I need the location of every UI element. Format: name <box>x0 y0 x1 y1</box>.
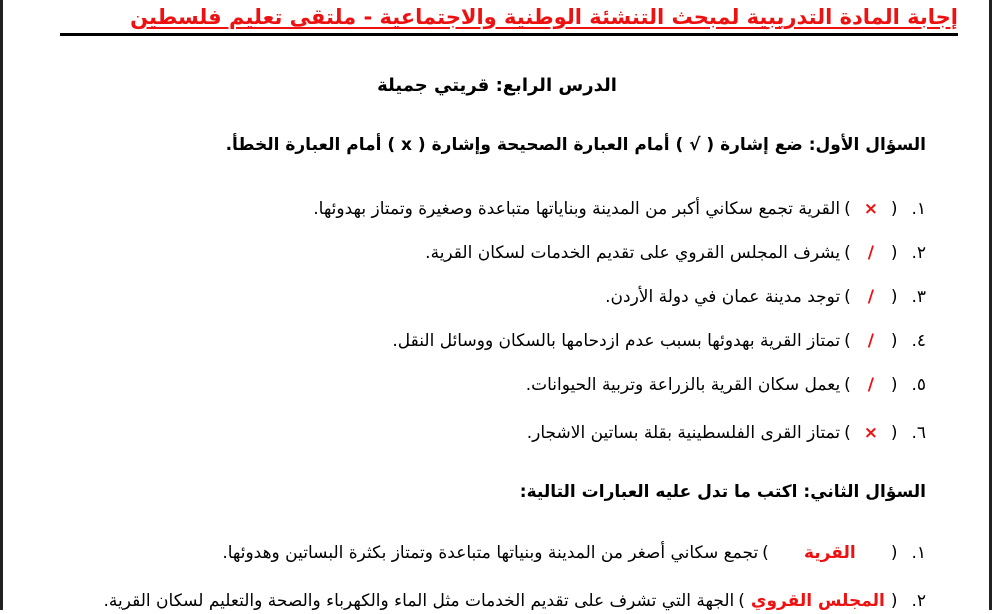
close-paren: ) <box>844 331 851 351</box>
q2-item-2 <box>104 588 926 614</box>
q1-item-6 <box>527 420 926 446</box>
statement-text: القرية تجمع سكاني أكبر من المدينة وبناياتها متباعدة وصغيرة وتمتاز بهدوئها. <box>313 199 841 219</box>
q2-item-1 <box>222 540 926 566</box>
open-paren: ( <box>890 199 898 219</box>
answer-mark: / <box>867 243 874 263</box>
statement-text: تمتاز القرية بهدوئها بسبب عدم ازدحامها بالسكان ووسائل النقل. <box>392 331 841 351</box>
answer-term: القرية <box>803 543 856 563</box>
q1-item-3 <box>605 284 926 310</box>
item-number: ١. <box>911 543 926 563</box>
q1-item-2 <box>425 240 926 266</box>
open-paren: ( <box>890 591 898 611</box>
open-paren: ( <box>890 287 898 307</box>
answer-mark: × <box>863 199 878 219</box>
item-number: ٢. <box>911 591 926 611</box>
banner-divider <box>60 33 958 36</box>
statement-text: يعمل سكان القرية بالزراعة وتربية الحيوانات. <box>525 375 841 395</box>
answer-mark: / <box>867 331 874 351</box>
close-paren: ) <box>844 375 851 395</box>
statement-text: توجد مدينة عمان في دولة الأردن. <box>605 287 841 307</box>
item-number: ٤. <box>911 331 926 351</box>
open-paren: ( <box>890 423 898 443</box>
answer-mark: × <box>863 423 878 443</box>
item-number: ٥. <box>911 375 926 395</box>
statement-text: يشرف المجلس القروي على تقديم الخدمات لسكان القرية. <box>425 243 841 263</box>
close-paren: ) <box>844 423 851 443</box>
q1-item-1 <box>313 196 926 222</box>
item-number: ١. <box>911 199 926 219</box>
open-paren: ( <box>890 243 898 263</box>
close-paren: ) <box>844 287 851 307</box>
banner-title: إجابة المادة التدريبية لمبحث التنشئة الوطنية والاجتماعية - ملتقى تعليم فلسطين <box>130 5 958 29</box>
question1-heading: السؤال الأول: ضع إشارة ( √ ) أمام العبارة الصحيحة وإشارة ( x ) أمام العبارة الخطأ. <box>225 135 926 155</box>
q1-item-4 <box>392 328 926 354</box>
lesson-title: الدرس الرابع: قريتي جميلة <box>377 75 617 96</box>
question2-heading: السؤال الثاني: اكتب ما تدل عليه العبارات التالية: <box>519 482 926 502</box>
open-paren: ( <box>890 331 898 351</box>
item-number: ٣. <box>911 287 926 307</box>
answer-term: المجلس القروي <box>750 591 885 611</box>
answer-mark: / <box>867 287 874 307</box>
answer-mark: / <box>867 375 874 395</box>
item-number: ٦. <box>911 423 926 443</box>
open-paren: ( <box>890 543 898 563</box>
close-paren: ) <box>844 199 851 219</box>
definition-text: تجمع سكاني أصغر من المدينة وبنياتها متباعدة وتمتاز بكثرة البساتين وهدوئها. <box>222 543 759 563</box>
statement-text: تمتاز القرى الفلسطينية بقلة بساتين الاشجار. <box>526 423 841 443</box>
item-number: ٢. <box>911 243 926 263</box>
close-paren: ) <box>844 243 851 263</box>
q1-item-5 <box>526 372 926 398</box>
close-paren: ) <box>738 591 745 611</box>
definition-text: الجهة التي تشرف على تقديم الخدمات مثل الماء والكهرباء والصحة والتعليم لسكان القرية. <box>103 591 735 611</box>
open-paren: ( <box>890 375 898 395</box>
close-paren: ) <box>762 543 769 563</box>
